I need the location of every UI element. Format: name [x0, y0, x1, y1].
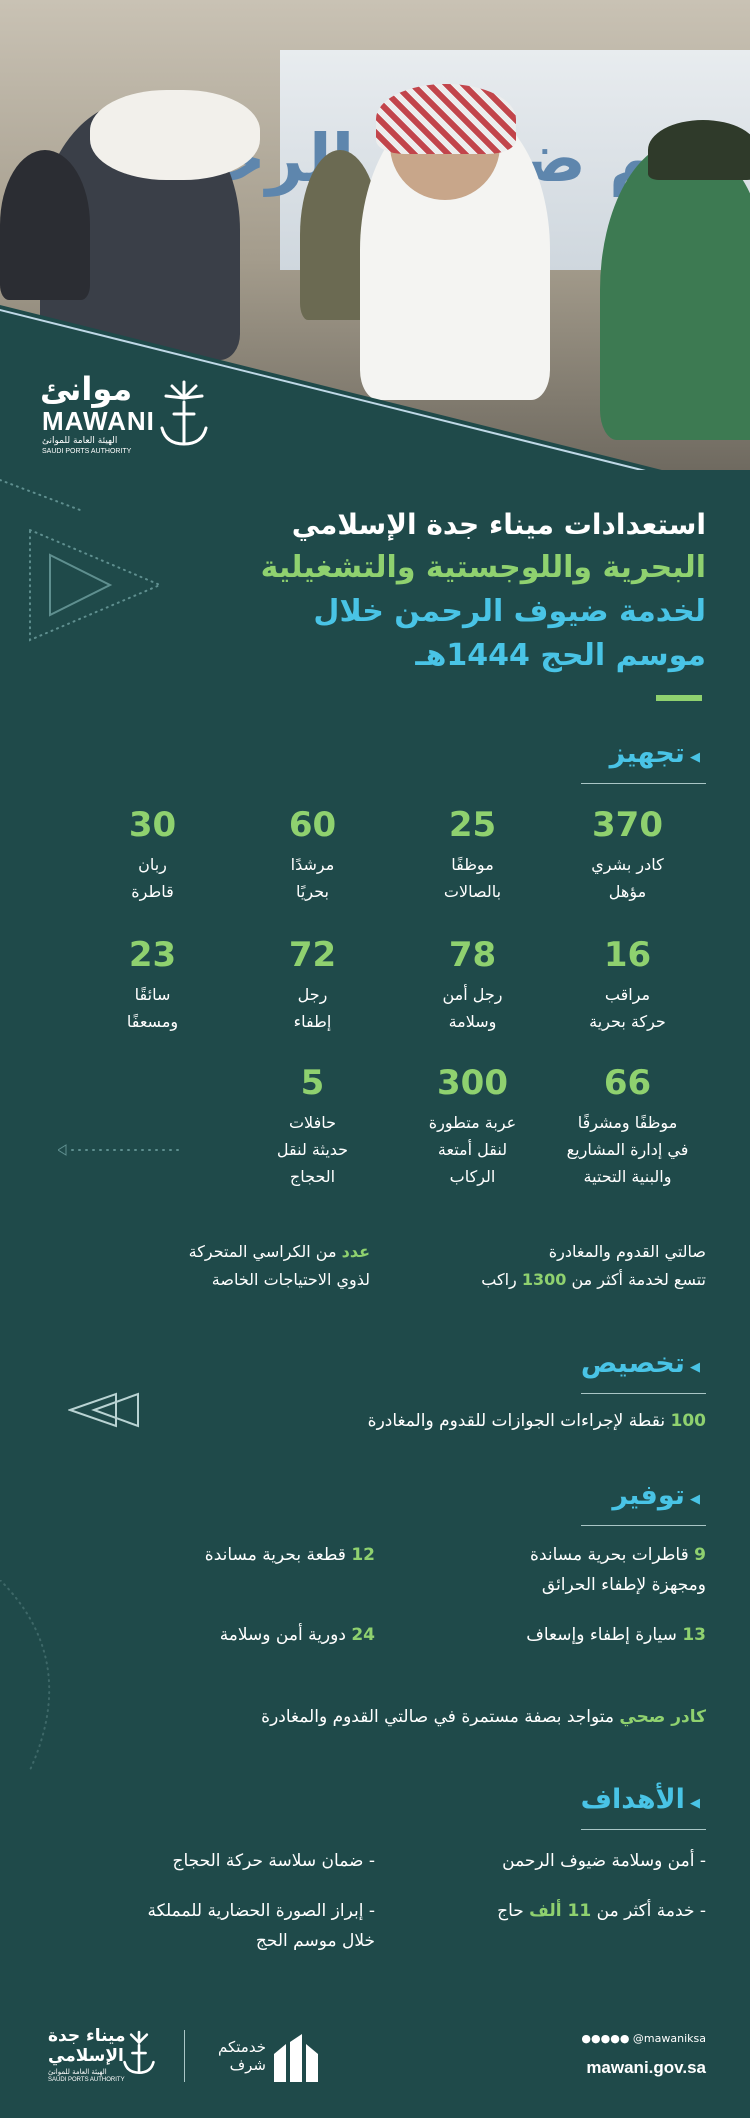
stat-item	[235, 805, 390, 905]
medical-staff-text	[261, 1702, 706, 1732]
stat-item	[235, 1063, 390, 1190]
khidmatkum-sharaf-logo	[206, 2034, 326, 2084]
goal-item	[147, 1896, 375, 1956]
footer-anchor-icon	[118, 2028, 160, 2078]
jeddah-port-logo	[48, 2026, 178, 2086]
halls-line2-post: راكب	[481, 1270, 522, 1289]
page-title-line1: استعدادات ميناء جدة الإسلامي	[291, 508, 706, 541]
section-goals	[581, 1784, 706, 1824]
stat-label: عربة متطورة	[428, 1113, 517, 1132]
provide-line	[530, 1540, 706, 1570]
anchor-icon	[152, 378, 216, 450]
section-arrow-icon: ◀	[690, 1492, 700, 1507]
website-link[interactable]: mawani.gov.sa	[586, 2058, 706, 2077]
play-triangle-icon	[20, 520, 170, 650]
stat-number: 60	[288, 805, 337, 845]
provide-text: قاطرات بحرية مساندة	[530, 1545, 695, 1565]
dotted-line-deco	[0, 470, 90, 520]
stat-label: الركاب	[449, 1167, 496, 1186]
stat-item	[550, 935, 705, 1035]
provide-text: ومجهزة لإطفاء الحرائق	[541, 1575, 706, 1595]
double-triangle-icon	[68, 1390, 142, 1430]
page-title-line3: لخدمة ضيوف الرحمن خلال	[313, 594, 706, 629]
page-title-line2: البحرية واللوجستية والتشغيلية	[260, 550, 706, 585]
khidma-text: خدمتكم شرف	[218, 2038, 266, 2074]
stat-label: ربان	[138, 855, 167, 874]
stat-label: موظفًا	[451, 855, 494, 874]
provide-number: 24	[351, 1625, 375, 1645]
halls-line1: صالتي القدوم والمغادرة	[548, 1242, 706, 1261]
section-provide-title: توفير	[612, 1480, 685, 1511]
stat-label: ومسعفًا	[126, 1012, 179, 1031]
stat-label: بالصالات	[443, 882, 502, 901]
goal-item	[497, 1896, 706, 1926]
stat-label: موظفًا ومشرفًا	[577, 1113, 678, 1132]
assign-number: 100	[670, 1411, 706, 1431]
page-title-line4: موسم الحج 1444هـ	[415, 638, 706, 673]
provide-item	[205, 1540, 375, 1570]
goal-item	[172, 1846, 375, 1876]
halls-number: 1300	[521, 1270, 567, 1289]
stat-item	[75, 935, 230, 1035]
footer-port-name: ميناء جدة	[48, 2026, 126, 2046]
halls-text	[376, 1238, 706, 1294]
assign-item	[368, 1406, 706, 1436]
stat-label: رجل	[297, 985, 328, 1004]
mawani-logo	[40, 370, 220, 460]
goal-text: حاج	[497, 1901, 530, 1921]
goal-text: - ضمان سلاسة حركة الحجاج	[172, 1851, 375, 1871]
section-assign-title: تخصيص	[580, 1348, 685, 1379]
social-handle	[581, 2032, 706, 2045]
stat-label: إطفاء	[293, 1012, 332, 1031]
goal-highlight: 11 ألف	[529, 1901, 592, 1921]
dotted-curve-deco	[0, 1580, 120, 1780]
goal-item	[502, 1846, 706, 1876]
chairs-line1-rest: من الكراسي المتحركة	[188, 1242, 342, 1261]
stat-number: 300	[437, 1063, 508, 1103]
stat-label: بحريًا	[296, 882, 329, 901]
section-divider	[581, 1393, 706, 1394]
provide-item	[220, 1620, 375, 1650]
stat-number: 78	[448, 935, 497, 975]
footer-sub-arabic: الهيئة العامة للموانئ	[48, 2068, 107, 2076]
stat-label: مؤهل	[608, 882, 647, 901]
section-arrow-icon: ◀	[690, 750, 700, 765]
chairs-text	[40, 1238, 370, 1294]
stat-number: 5	[300, 1063, 325, 1103]
social-handle-text: @mawaniksa	[632, 2032, 706, 2045]
stat-number: 23	[128, 935, 177, 975]
medical-highlight: كادر صحي	[619, 1707, 706, 1727]
goal-text: - أمن وسلامة ضيوف الرحمن	[502, 1851, 706, 1871]
stat-number: 16	[603, 935, 652, 975]
goal-text: خلال موسم الحج	[255, 1931, 375, 1951]
section-goals-title: الأهداف	[580, 1784, 685, 1815]
section-arrow-icon: ◀	[690, 1796, 700, 1811]
assign-text: نقطة لإجراءات الجوازات للقدوم والمغادرة	[367, 1411, 671, 1431]
dotted-arrow-deco	[58, 1143, 183, 1157]
provide-item	[530, 1540, 706, 1600]
stat-label: الحجاج	[289, 1167, 336, 1186]
stat-item	[235, 935, 390, 1035]
stat-item	[550, 1063, 705, 1190]
footer-port-name2: الإسلامي	[48, 2046, 124, 2066]
medical-rest: متواجد بصفة مستمرة في صالتي القدوم والمغادرة	[261, 1707, 620, 1727]
logo-arabic: موانئ	[40, 370, 133, 408]
section-assign	[581, 1348, 706, 1388]
footer-sub-english: SAUDI PORTS AUTHORITY	[48, 2077, 125, 2083]
section-divider	[581, 1829, 706, 1830]
stat-label: كادر بشري	[591, 855, 664, 874]
chairs-highlight: عدد	[341, 1242, 370, 1261]
person-camera	[0, 150, 90, 300]
stat-label: سائقًا	[134, 985, 171, 1004]
stat-label: قاطرة	[131, 882, 174, 901]
section-provide	[612, 1480, 706, 1520]
halls-line2-pre: تتسع لخدمة أكثر من	[566, 1270, 706, 1289]
person-left-turban	[90, 90, 260, 180]
footer-divider	[184, 2030, 185, 2082]
stat-number: 66	[603, 1063, 652, 1103]
chairs-line1	[40, 1238, 370, 1266]
person-center-shemagh	[376, 84, 516, 154]
social-icons: ●●●●●	[581, 2032, 633, 2045]
stat-label: مراقب	[604, 985, 651, 1004]
goal-text: - خدمة أكثر من	[591, 1901, 706, 1921]
stat-item	[550, 805, 705, 905]
person-right-cap	[648, 120, 750, 180]
provide-text: دورية أمن وسلامة	[219, 1625, 352, 1645]
title-underline	[656, 695, 702, 701]
stat-label: رجل أمن	[442, 985, 503, 1004]
building-icon	[272, 2034, 322, 2084]
stat-number: 370	[592, 805, 663, 845]
stat-label: حافلات	[288, 1113, 337, 1132]
logo-sub-english: SAUDI PORTS AUTHORITY	[42, 448, 132, 455]
section-equip-title: تجهيز	[609, 738, 685, 769]
stat-item	[395, 805, 550, 905]
section-divider	[581, 783, 706, 784]
stat-label: وسلامة	[448, 1012, 497, 1031]
provide-text: قطعة بحرية مساندة	[204, 1545, 352, 1565]
stat-label: حركة بحرية	[589, 1012, 666, 1031]
provide-number: 13	[682, 1625, 706, 1645]
stat-label: لنقل أمتعة	[437, 1140, 508, 1159]
stat-number: 72	[288, 935, 337, 975]
stat-label: حديثة لنقل	[276, 1140, 349, 1159]
goal-text: - إبراز الصورة الحضارية للمملكة	[147, 1901, 375, 1921]
section-arrow-icon: ◀	[690, 1360, 700, 1375]
provide-number: 12	[351, 1545, 375, 1565]
logo-english: MAWANI	[42, 406, 155, 436]
logo-sub-arabic: الهيئة العامة للموانئ	[42, 436, 118, 446]
chairs-line2: لذوي الاحتياجات الخاصة	[211, 1270, 370, 1289]
stat-item	[75, 805, 230, 905]
stat-label: في إدارة المشاريع	[566, 1140, 689, 1159]
provide-item	[526, 1620, 706, 1650]
provide-number: 9	[694, 1545, 706, 1565]
section-divider	[581, 1525, 706, 1526]
stat-number: 30	[128, 805, 177, 845]
stat-label: والبنية التحتية	[583, 1167, 672, 1186]
halls-line2	[376, 1266, 706, 1294]
stat-number: 25	[448, 805, 497, 845]
stat-item	[395, 935, 550, 1035]
stat-item	[395, 1063, 550, 1190]
section-equip	[610, 738, 706, 778]
provide-text: سيارة إطفاء وإسعاف	[526, 1625, 683, 1645]
stat-label: مرشدًا	[290, 855, 335, 874]
